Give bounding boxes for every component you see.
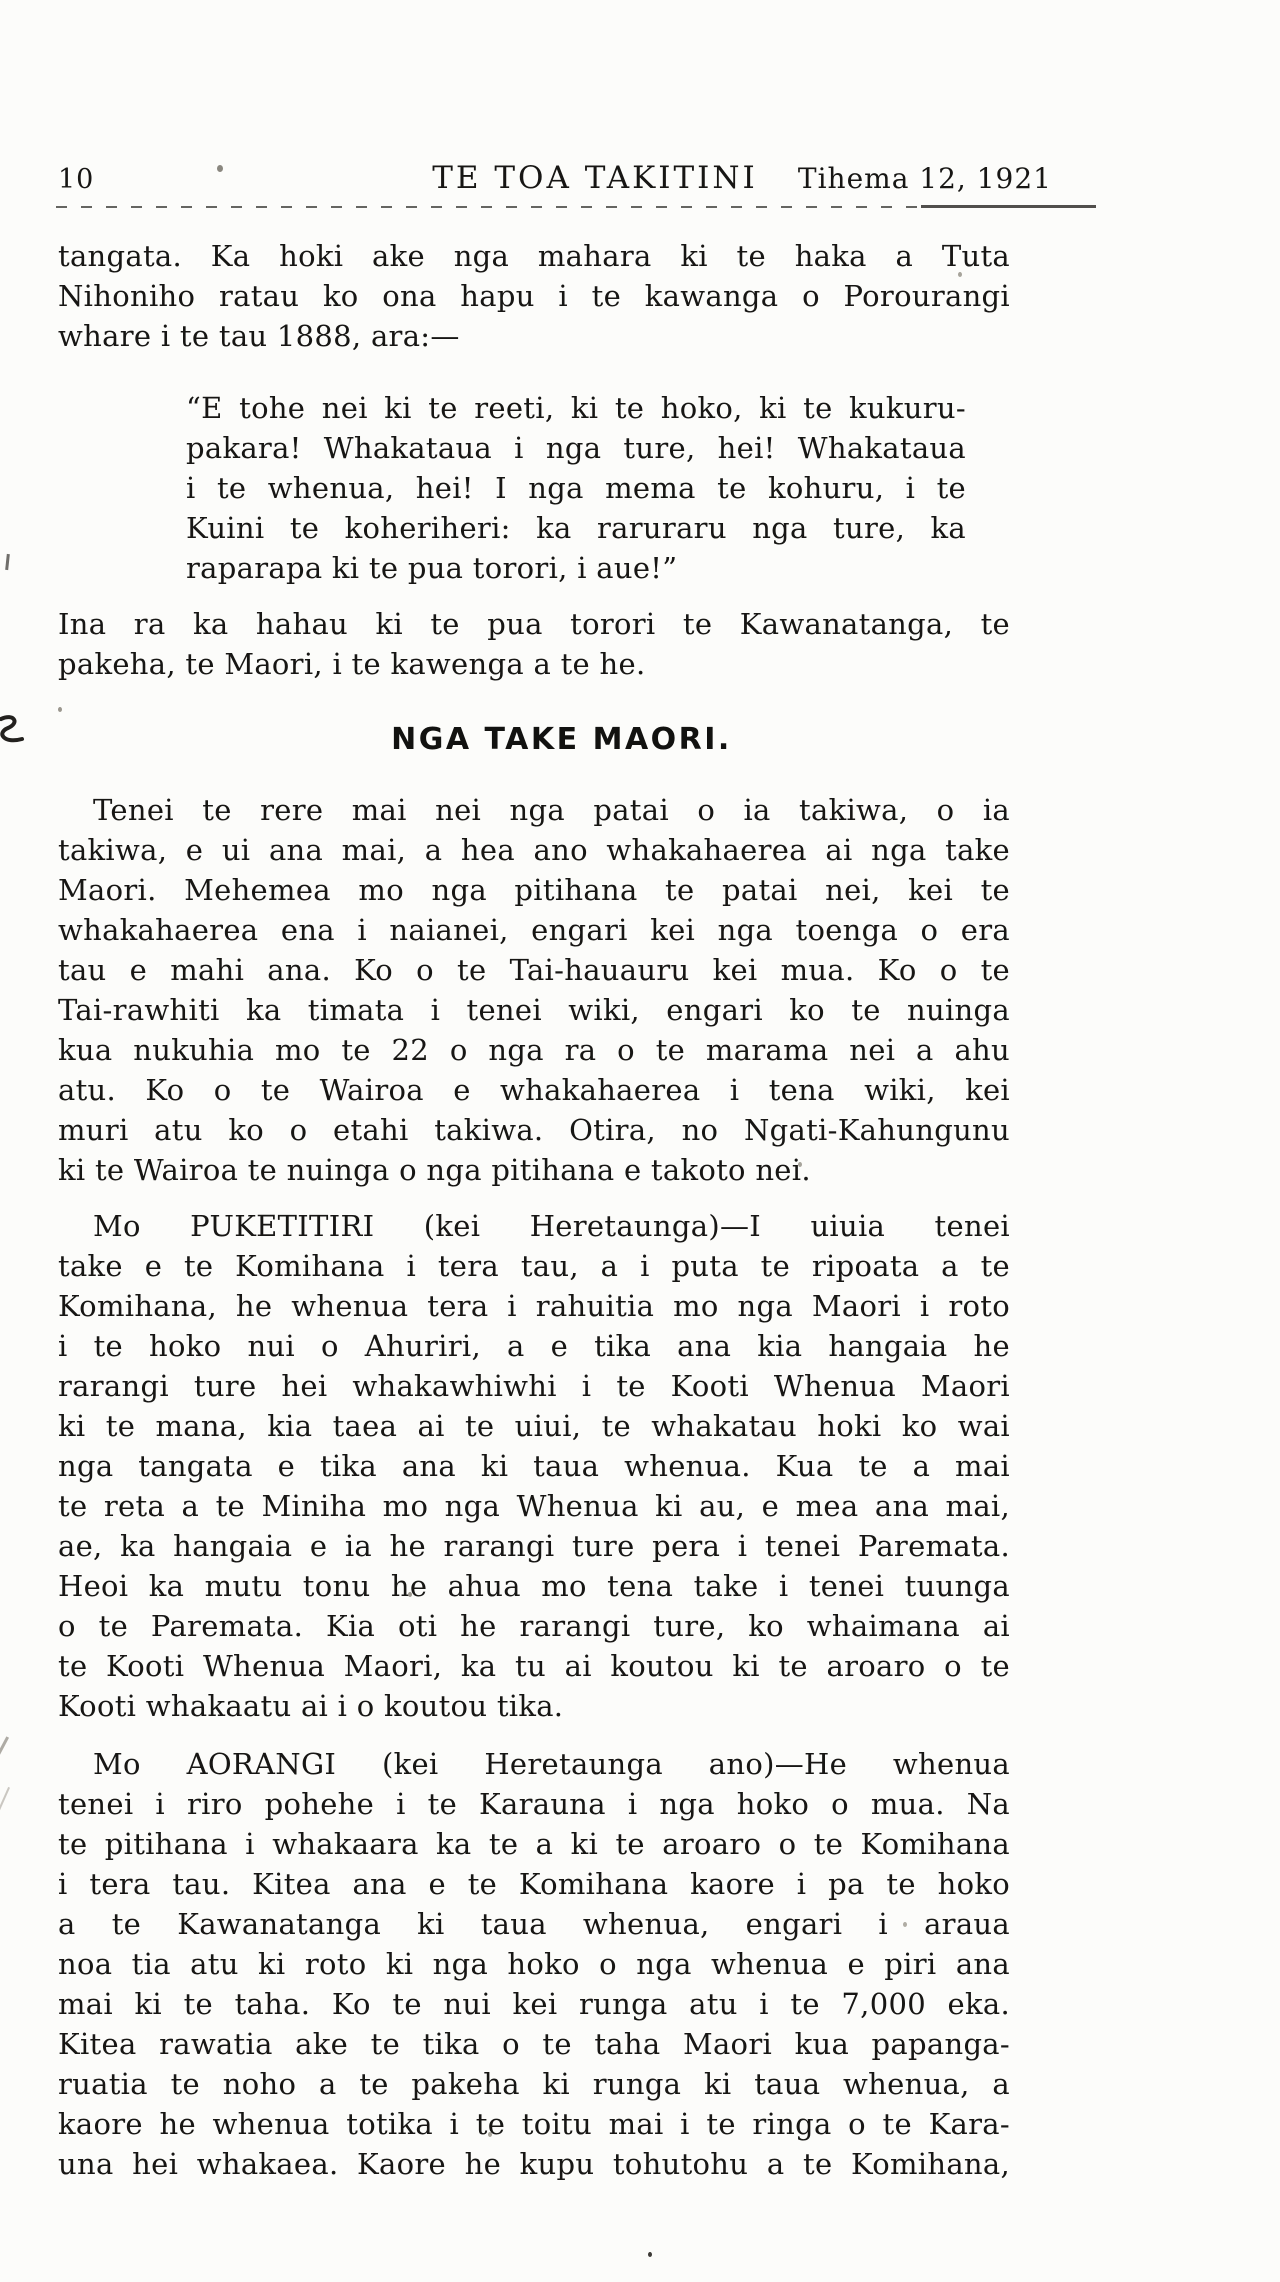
- text-line: i te whenua, hei! I nga mema te kohuru, i te: [186, 471, 966, 505]
- text-line: ruatia te noho a te pakeha ki runga ki taua whenua, a: [58, 2067, 1010, 2101]
- header-rule: [56, 205, 1096, 208]
- text-line: pakeha, te Maori, i te kawenga a te he.: [58, 647, 646, 681]
- text-line: raparapa ki te pua torori, i aue!”: [186, 551, 678, 585]
- text-line: whakahaerea ena i naianei, engari kei nga toenga o era: [58, 913, 1010, 947]
- page-header: [0, 160, 1280, 200]
- margin-mark-squiggle: [0, 714, 28, 748]
- text-line: ki te Wairoa te nuinga o nga pitihana e takoto nei.: [58, 1153, 811, 1187]
- text-line: te Kooti Whenua Maori, ka tu ai koutou ki te aroaro o te: [58, 1649, 1010, 1683]
- article-column: [58, 236, 1010, 2184]
- text-line: Nihoniho ratau ko ona hapu i te kawanga o Porourangi: [58, 279, 1010, 313]
- text-line: i te hoko nui o Ahuriri, a e tika ana kia hangaia he: [58, 1329, 1010, 1363]
- text-line: whare i te tau 1888, ara:—: [58, 319, 460, 353]
- text-line: Kuini te koheriheri: ka raruraru nga ture, ka: [186, 511, 966, 545]
- text-line: Ina ra ka hahau ki te pua torori te Kawanatanga, te: [58, 607, 1010, 641]
- text-line: nga tangata e tika ana ki taua whenua. Kua te a mai: [58, 1449, 1010, 1483]
- margin-mark-tick: [5, 554, 10, 570]
- text-line: tangata. Ka hoki ake nga mahara ki te haka a Tuta: [58, 239, 1010, 273]
- text-line: a te Kawanatanga ki taua whenua, engari i araua: [58, 1907, 1010, 1941]
- paragraph-1: [58, 236, 1010, 356]
- text-line: atu. Ko o te Wairoa e whakahaerea i tena wiki, kei: [58, 1073, 1010, 1107]
- text-line: “E tohe nei ki te reeti, ki te hoko, ki te kukuru-: [186, 391, 966, 425]
- page-number: 10: [58, 164, 95, 195]
- text-line: Komihana, he whenua tera i rahuitia mo nga Maori i roto: [58, 1289, 1010, 1323]
- text-line: Tai-rawhiti ka timata i tenei wiki, engari ko te nuinga: [58, 993, 1010, 1027]
- margin-mark-diagonal-2: [0, 1787, 10, 1815]
- text-line: ae, ka hangaia e ia he rarangi ture pera i tenei Paremata.: [58, 1529, 1010, 1563]
- text-line: mai ki te taha. Ko te nui kei runga atu i te 7,000 eka.: [58, 1987, 1010, 2021]
- text-line: take e te Komihana i tera tau, a i puta te ripoata a te: [58, 1249, 1010, 1283]
- paragraph-3: [58, 790, 1010, 1190]
- text-line: kaore he whenua totika i te toitu mai i te ringa o te Kara-: [58, 2107, 1010, 2141]
- text-line: ki te mana, kia taea ai te uiui, te whakatau hoki ko wai: [58, 1409, 1010, 1443]
- margin-mark-diagonal: [0, 1736, 9, 1783]
- paragraph-2: [58, 604, 1010, 684]
- text-line: una hei whakaea. Kaore he kupu tohutohu a te Komihana,: [58, 2147, 1010, 2181]
- text-line: takiwa, e ui ana mai, a hea ano whakahaerea ai nga take: [58, 833, 1010, 867]
- text-line: te pitihana i whakaara ka te a ki te aroaro o te Komihana: [58, 1827, 1010, 1861]
- text-line: kua nukuhia mo te 22 o nga ra o te marama nei a ahu: [58, 1033, 1010, 1067]
- text-line: rarangi ture hei whakawhiwhi i te Kooti Whenua Maori: [58, 1369, 1010, 1403]
- text-line: Tenei te rere mai nei nga patai o ia takiwa, o ia: [93, 793, 1010, 827]
- text-line: Heoi ka mutu tonu he ahua mo tena take i tenei tuunga: [58, 1569, 1010, 1603]
- text-line: noa tia atu ki roto ki nga hoko o nga whenua e piri ana: [58, 1947, 1010, 1981]
- text-line: o te Paremata. Kia oti he rarangi ture, ko whaimana ai: [58, 1609, 1010, 1643]
- text-line: Mo PUKETITIRI (kei Heretaunga)—I uiuia tenei: [93, 1209, 1010, 1243]
- text-line: pakara! Whakataua i nga ture, hei! Whakataua: [186, 431, 966, 465]
- quote-block: [58, 388, 1010, 588]
- section-heading: NGA TAKE MAORI.: [391, 722, 732, 757]
- text-line: tau e mahi ana. Ko o te Tai-hauauru kei mua. Ko o te: [58, 953, 1010, 987]
- text-line: Mo AORANGI (kei Heretaunga ano)—He whenua: [93, 1747, 1010, 1781]
- paragraph-4: [58, 1206, 1010, 1726]
- journal-title: TE TOA TAKITINI: [432, 160, 758, 196]
- text-line: tenei i riro pohehe i te Karauna i nga hoko o mua. Na: [58, 1787, 1010, 1821]
- text-line: Kooti whakaatu ai i o koutou tika.: [58, 1689, 564, 1723]
- text-line: muri atu ko o etahi takiwa. Otira, no Ngati-Kahungunu: [58, 1113, 1010, 1147]
- scan-speckles: [648, 2252, 652, 2257]
- issue-date: Tihema 12, 1921: [797, 162, 1052, 195]
- text-line: Kitea rawatia ake te tika o te taha Maori kua papanga-: [58, 2027, 1010, 2061]
- text-line: te reta a te Miniha mo nga Whenua ki au, e mea ana mai,: [58, 1489, 1010, 1523]
- paragraph-5: [58, 1744, 1010, 2184]
- text-line: i tera tau. Kitea ana e te Komihana kaore i pa te hoko: [58, 1867, 1010, 1901]
- text-line: Maori. Mehemea mo nga pitihana te patai nei, kei te: [58, 873, 1010, 907]
